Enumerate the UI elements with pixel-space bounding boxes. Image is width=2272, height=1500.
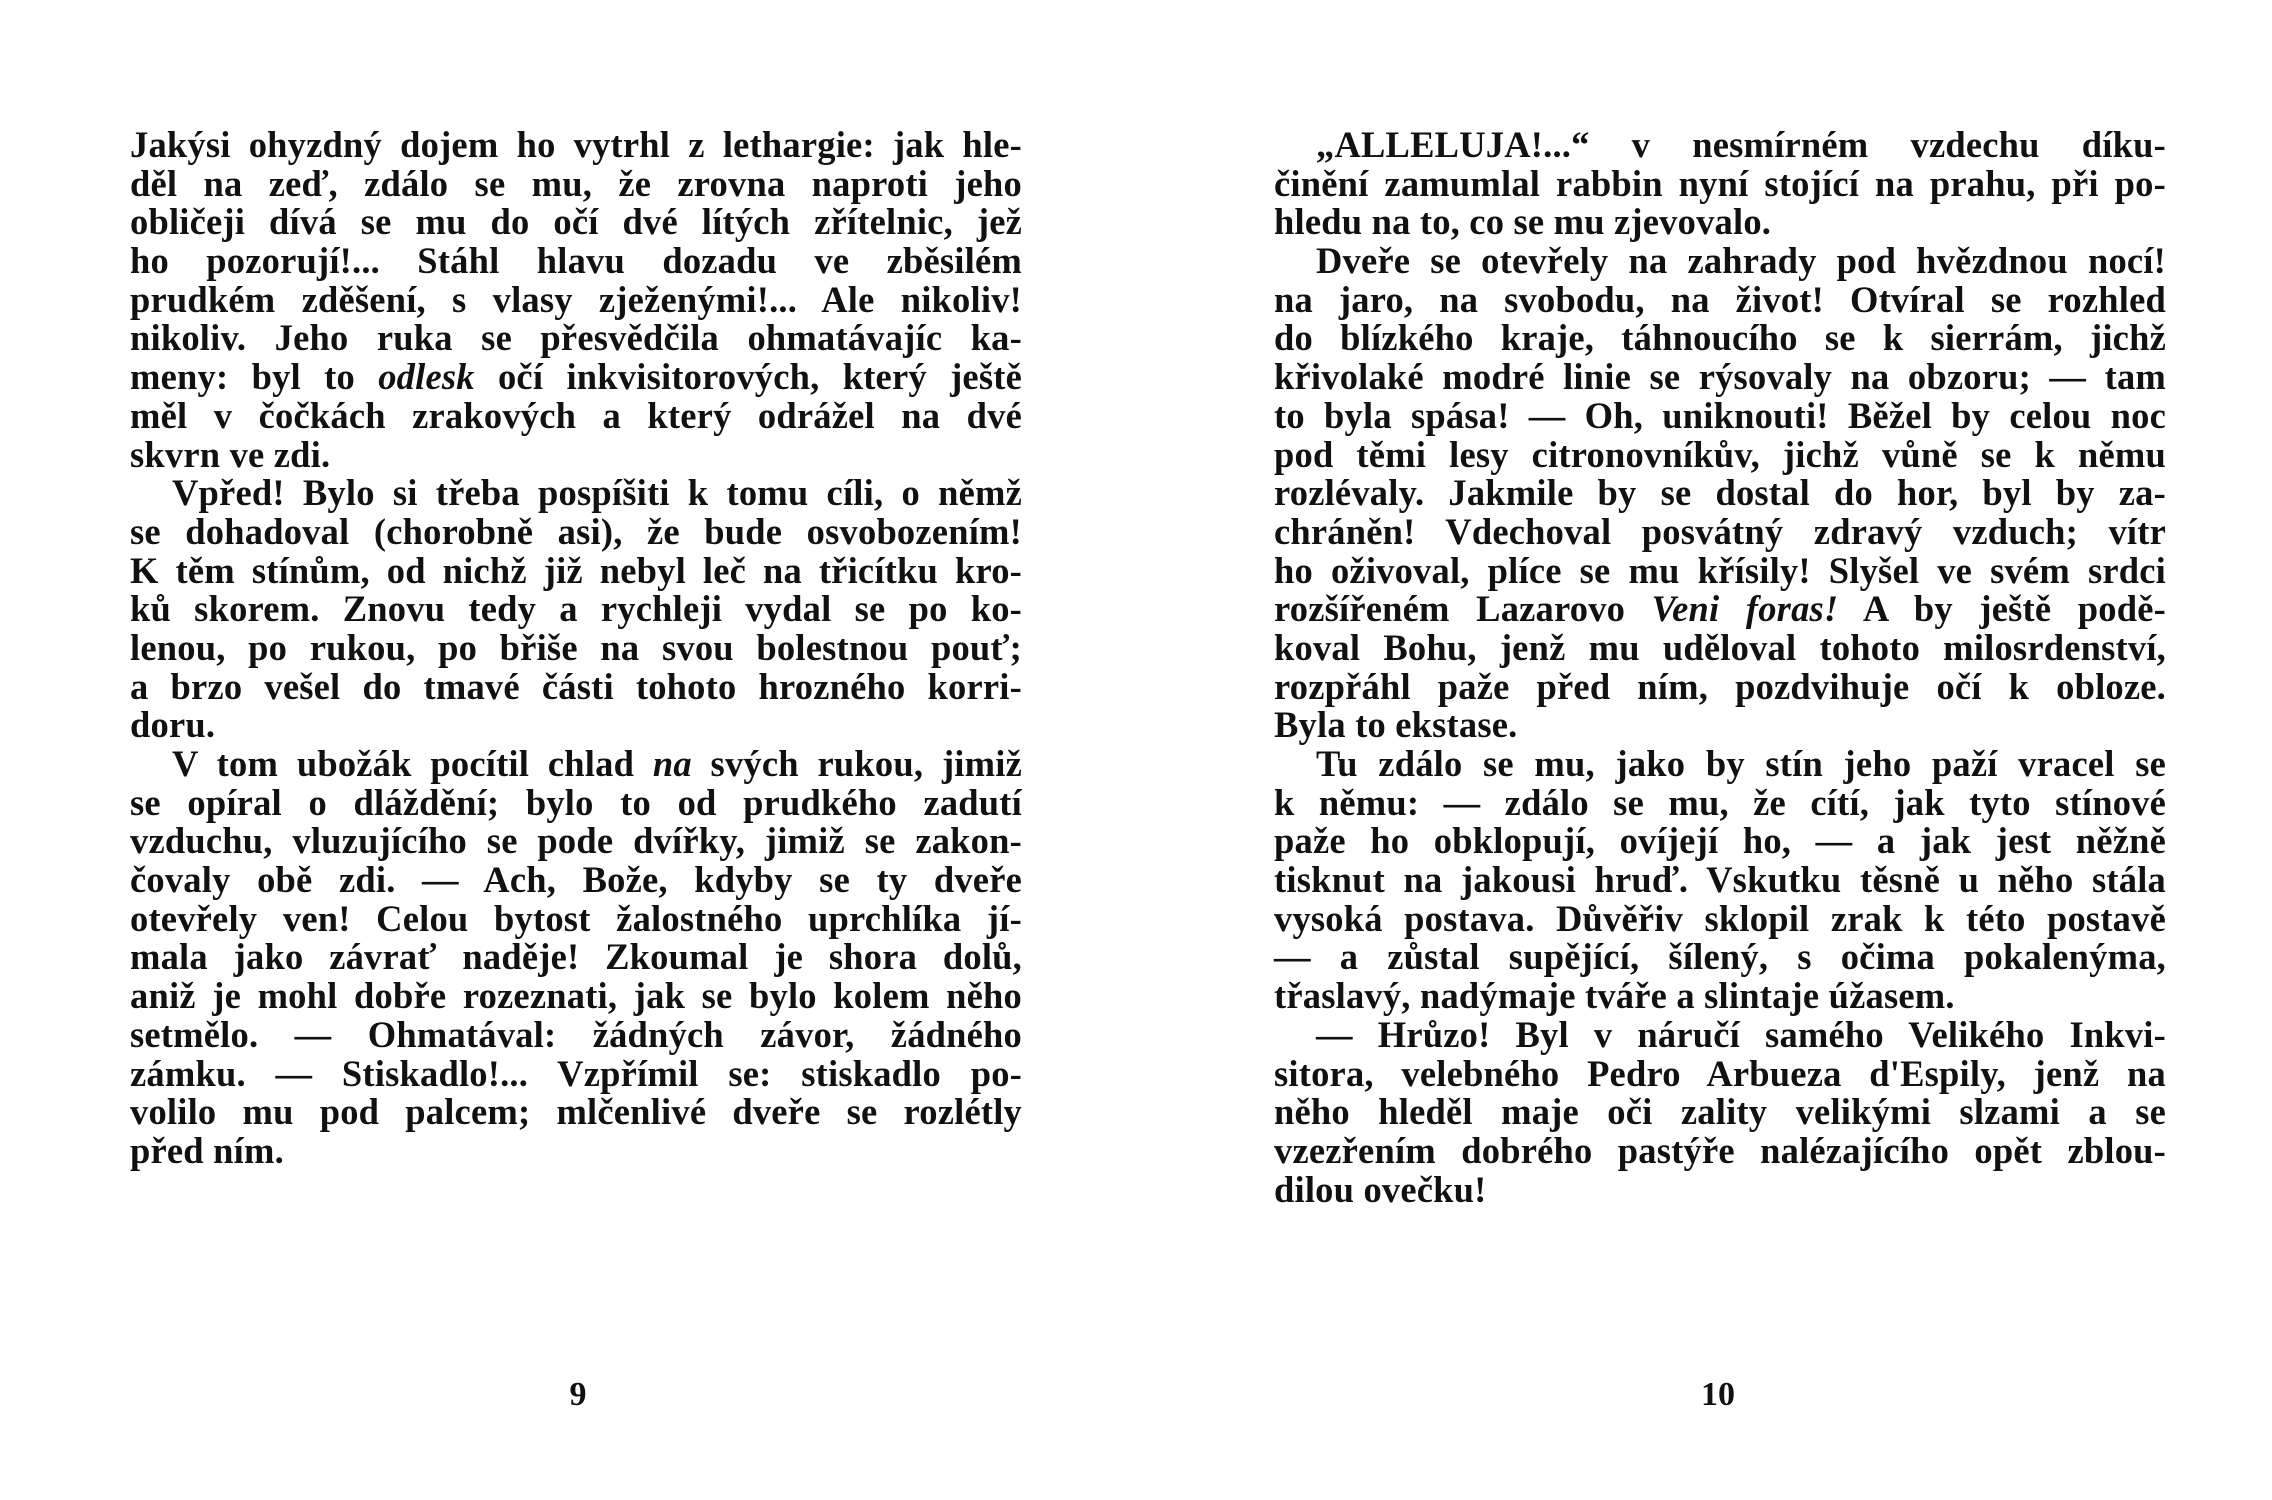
text-line: setmělo. — Ohmatával: žádných závor, žádného <box>130 1013 1022 1055</box>
text-line: Jakýsi ohyzdný dojem ho vytrhl z lethargie: jak hle- <box>130 124 1022 165</box>
text-line: a brzo vešel do tmavé části tohoto hrozného korri- <box>130 665 1022 707</box>
left-page <box>130 126 1022 1171</box>
text-line: doru. <box>130 704 216 746</box>
text-line: Vpřed! Bylo si třeba pospíšiti k tomu cíli, o němž <box>172 472 1022 514</box>
italic-word: odlesk <box>378 356 475 398</box>
page-number-left: 9 <box>569 1376 587 1413</box>
text-line: na jaro, na svobodu, na život! Otvíral se rozhled <box>1274 278 2166 320</box>
text-line: vzduchu, vluzujícího se pode dvířky, jimiž se zakon- <box>130 820 1022 862</box>
text-line: rozpřáhl paže před ním, pozdvihuje očí k obloze. <box>1274 665 2166 707</box>
text-line: zámku. — Stiskadlo!... Vzpřímil se: stiskadlo po- <box>130 1052 1022 1094</box>
text-line: rozlévaly. Jakmile by se dostal do hor, byl by za- <box>1274 472 2166 514</box>
text-line: do blízkého kraje, táhnoucího se k sierrám, jichž <box>1274 317 2166 359</box>
text-line: Byla to ekstase. <box>1274 704 1518 746</box>
text-line: vysoká postava. Důvěřiv sklopil zrak k této postavě <box>1274 897 2166 939</box>
text-line: K těm stínům, od nichž již nebyl leč na třicítku kro- <box>130 549 1022 591</box>
page-number-right: 10 <box>1701 1376 1735 1413</box>
text-line: mala jako závrať naděje! Zkoumal je shora dolů, <box>130 936 1022 978</box>
text-line: obličeji dívá se mu do očí dvé lítých zřítelnic, jež <box>130 201 1022 243</box>
text-line: koval Bohu, jenž mu uděloval tohoto milosrdenství, <box>1274 626 2166 668</box>
text-line <box>130 358 1022 397</box>
text-line: dilou ovečku! <box>1274 1168 1487 1210</box>
text-line: prudkém zděšení, s vlasy zježenými!... Ale nikoliv! <box>130 278 1022 320</box>
text-line: Dveře se otevřely na zahrady pod hvězdnou nocí! <box>1316 240 2166 282</box>
text-line: „ALLELUJA!...“ v nesmírném vzdechu díku- <box>1316 124 2166 165</box>
text-line: skvrn ve zdi. <box>130 433 331 475</box>
text-line: — a zůstal supějící, šílený, s očima pokalenýma, <box>1274 936 2166 978</box>
text-line: paže ho obklopují, ovíjejí ho, — a jak jest něžně <box>1274 820 2166 862</box>
text-line: otevřely ven! Celou bytost žalostného uprchlíka jí- <box>130 897 1022 939</box>
text-line: k němu: — zdálo se mu, že cítí, jak tyto stínové <box>1274 781 2166 823</box>
text-line: sitora, velebného Pedro Arbueza d'Espily, jenž na <box>1274 1052 2166 1094</box>
text-line: před ním. <box>130 1129 284 1171</box>
text-segment: svých rukou, jimiž <box>691 743 1022 784</box>
text-line: křivolaké modré linie se rýsovaly na obzoru; — tam <box>1274 356 2166 398</box>
text-line: čovaly obě zdi. — Ach, Bože, kdyby se ty dveře <box>130 859 1022 901</box>
text-line <box>1274 590 2166 629</box>
text-line: nikoliv. Jeho ruka se přesvědčila ohmatávajíc ka- <box>130 317 1022 359</box>
text-line: to byla spása! — Oh, uniknouti! Běžel by celou noc <box>1274 394 2166 436</box>
text-line: hledu na to, co se mu zjevovalo. <box>1274 201 1772 243</box>
text-line: lenou, po rukou, po břiše na svou bolestnou pouť; <box>130 626 1022 668</box>
text-line: chráněn! Vdechoval posvátný zdravý vzduch; vítr <box>1274 510 2166 552</box>
text-segment: V tom ubožák pocítil chlad <box>172 743 653 784</box>
right-page <box>1274 126 2166 1209</box>
text-line: tisknut na jakousi hruď. Vskutku těsně u něho stála <box>1274 859 2166 901</box>
text-line: třaslavý, nadýmaje tváře a slintaje úžasem. <box>1274 975 1955 1017</box>
text-line: ho oživoval, plíce se mu křísily! Slyšel ve svém srdci <box>1274 549 2166 591</box>
italic-word: Veni foras! <box>1651 588 1839 630</box>
text-line: ků skorem. Znovu tedy a rychleji vydal se po ko- <box>130 588 1022 630</box>
text-line: měl v čočkách zrakových a který odrážel na dvé <box>130 394 1022 436</box>
italic-word: na <box>652 743 692 784</box>
text-segment: meny: byl to <box>130 356 379 398</box>
text-line: volilo mu pod palcem; mlčenlivé dveře se rozlétly <box>130 1091 1022 1133</box>
text-segment: očí inkvisitorových, který ještě <box>474 356 1022 398</box>
text-line <box>130 745 1022 784</box>
text-line: činění zamumlal rabbin nyní stojící na prahu, při po- <box>1274 162 2166 204</box>
text-line: vzezřením dobrého pastýře nalézajícího opět zblou- <box>1274 1129 2166 1171</box>
text-line: — Hrůzo! Byl v náručí samého Velikého Inkvi- <box>1316 1013 2166 1055</box>
text-line: něho hleděl maje oči zality velikými slzami a se <box>1274 1091 2166 1133</box>
text-segment: rozšířeném Lazarovo <box>1274 588 1652 630</box>
text-line: aniž je mohl dobře rozeznati, jak se bylo kolem něho <box>130 975 1022 1017</box>
text-line: pod těmi lesy citronovníkův, jichž vůně se k němu <box>1274 433 2166 475</box>
text-line: Tu zdálo se mu, jako by stín jeho paží vracel se <box>1316 743 2166 784</box>
text-line: děl na zeď, zdálo se mu, že zrovna naproti jeho <box>130 162 1022 204</box>
text-line: se dohadoval (chorobně asi), že bude osvobozením! <box>130 510 1022 552</box>
text-segment: A by ještě podě- <box>1838 588 2166 630</box>
text-line: ho pozorují!... Stáhl hlavu dozadu ve zběsilém <box>130 240 1022 282</box>
text-line: se opíral o dláždění; bylo to od prudkého zadutí <box>130 781 1022 823</box>
